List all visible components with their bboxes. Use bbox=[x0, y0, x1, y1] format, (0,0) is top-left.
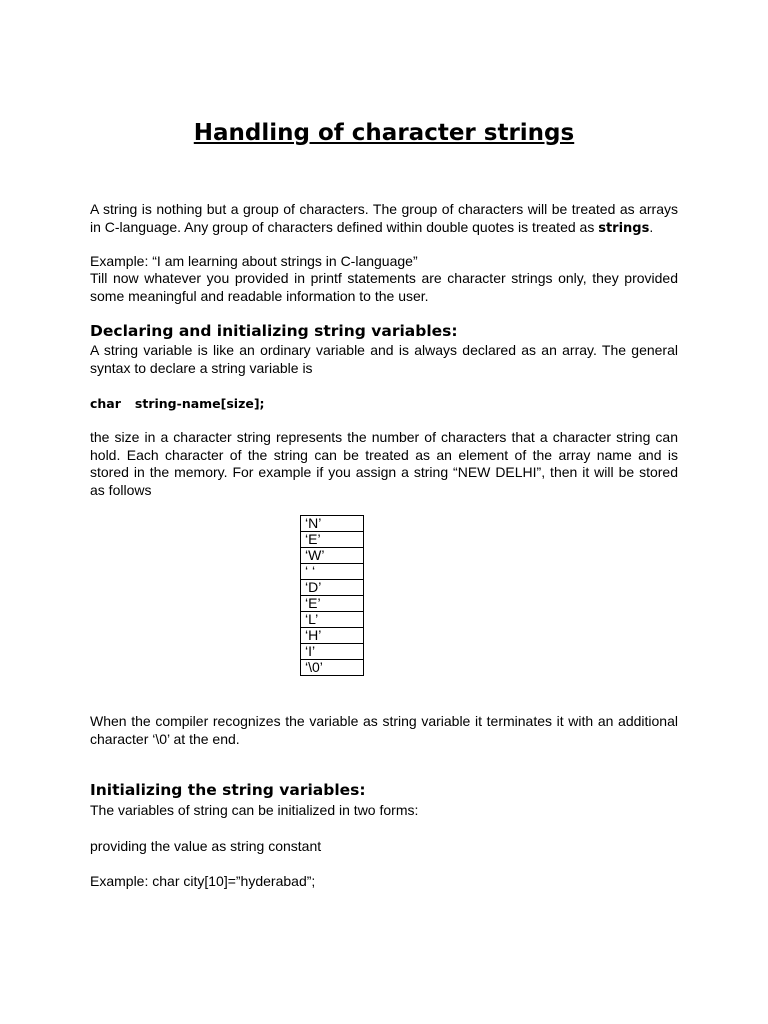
table-row bbox=[301, 532, 364, 548]
table-row bbox=[301, 596, 364, 612]
string-storage-table bbox=[300, 515, 364, 676]
section-heading-initializing: Initializing the string variables: bbox=[90, 781, 366, 799]
intro-paragraph-2: Till now whatever you provided in printf statements are character strings only, they provided some meaningful and readable information to the user. bbox=[90, 270, 678, 304]
char-cell: ‘I’ bbox=[301, 644, 364, 660]
table-row bbox=[301, 628, 364, 644]
table-row bbox=[301, 580, 364, 596]
syntax-keyword: char bbox=[90, 396, 121, 411]
char-cell: ‘L’ bbox=[301, 612, 364, 628]
terminator-paragraph: When the compiler recognizes the variable as string variable it terminates it with an additional character ‘\0’ at the end. bbox=[90, 713, 678, 747]
table-row bbox=[301, 612, 364, 628]
table-row bbox=[301, 516, 364, 532]
table-row bbox=[301, 644, 364, 660]
intro-text-end: . bbox=[649, 218, 654, 235]
char-cell: ‘E’ bbox=[301, 596, 364, 612]
strings-keyword: strings bbox=[598, 220, 650, 236]
declaring-paragraph: A string variable is like an ordinary variable and is always declared as an array. The general syntax to declare a string variable is bbox=[90, 342, 678, 376]
section-heading-declaring: Declaring and initializing string variables: bbox=[90, 322, 458, 340]
char-cell: ‘W’ bbox=[301, 548, 364, 564]
char-cell: ‘E’ bbox=[301, 532, 364, 548]
intro-example: Example: “I am learning about strings in C-language” bbox=[90, 253, 418, 269]
char-cell: ‘\0’ bbox=[301, 660, 364, 676]
initializing-example: Example: char city[10]=”hyderabad”; bbox=[90, 873, 316, 889]
char-cell: ‘D’ bbox=[301, 580, 364, 596]
table-row bbox=[301, 548, 364, 564]
page-title: Handling of character strings bbox=[193, 120, 575, 146]
intro-paragraph bbox=[90, 201, 678, 237]
table-row bbox=[301, 564, 364, 580]
size-paragraph: the size in a character string represents the number of characters that a character string can hold. Each character of the string can be treated as an element of the array name and is stored in the memory. For example if you assign a string “NEW DELHI”, then it will be stored as follows bbox=[90, 429, 678, 498]
char-cell: ‘N’ bbox=[301, 516, 364, 532]
char-cell: ‘H’ bbox=[301, 628, 364, 644]
table-row bbox=[301, 660, 364, 676]
initializing-paragraph: The variables of string can be initialized in two forms: bbox=[90, 802, 419, 818]
intro-text-start: A string is nothing but a group of characters. The group of characters will be treated as arrays in C-language. Any group of characters defined within double quotes is treated as bbox=[90, 201, 678, 235]
string-constant-line: providing the value as string constant bbox=[90, 838, 322, 854]
syntax-declaration: string-name[size]; bbox=[134, 396, 265, 411]
syntax-line bbox=[90, 396, 265, 411]
char-cell: ‘ ‘ bbox=[301, 564, 364, 580]
